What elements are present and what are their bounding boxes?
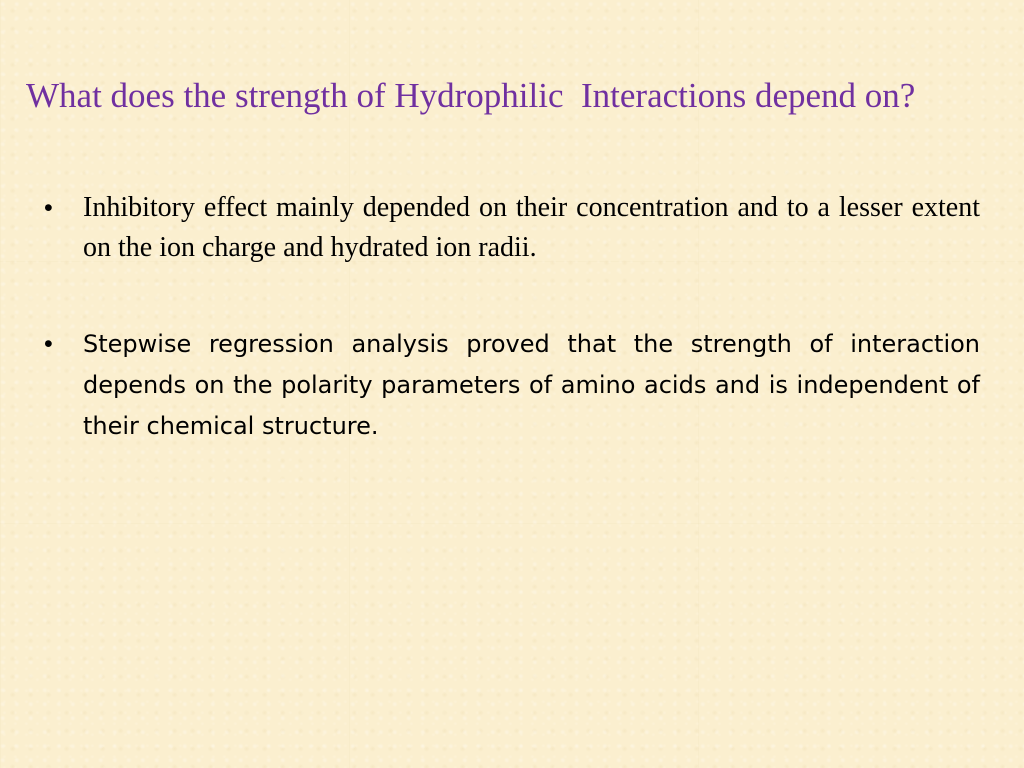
slide-title: What does the strength of Hydrophilic Interactions depend on? bbox=[26, 76, 916, 115]
bullet-item bbox=[44, 188, 980, 268]
bullet-icon: • bbox=[44, 330, 53, 358]
bullet-item bbox=[44, 324, 980, 447]
bullet-icon: • bbox=[44, 194, 53, 222]
bullet-text: Stepwise regression analysis proved that the strength of interaction depends on the polarity parameters of amino acids and is independent of their chemical structure. bbox=[83, 330, 980, 440]
bullet-text: Inhibitory effect mainly depended on their concentration and to a lesser extent on the ion charge and hydrated ion radii. bbox=[83, 192, 980, 263]
bullet-list bbox=[44, 188, 980, 447]
